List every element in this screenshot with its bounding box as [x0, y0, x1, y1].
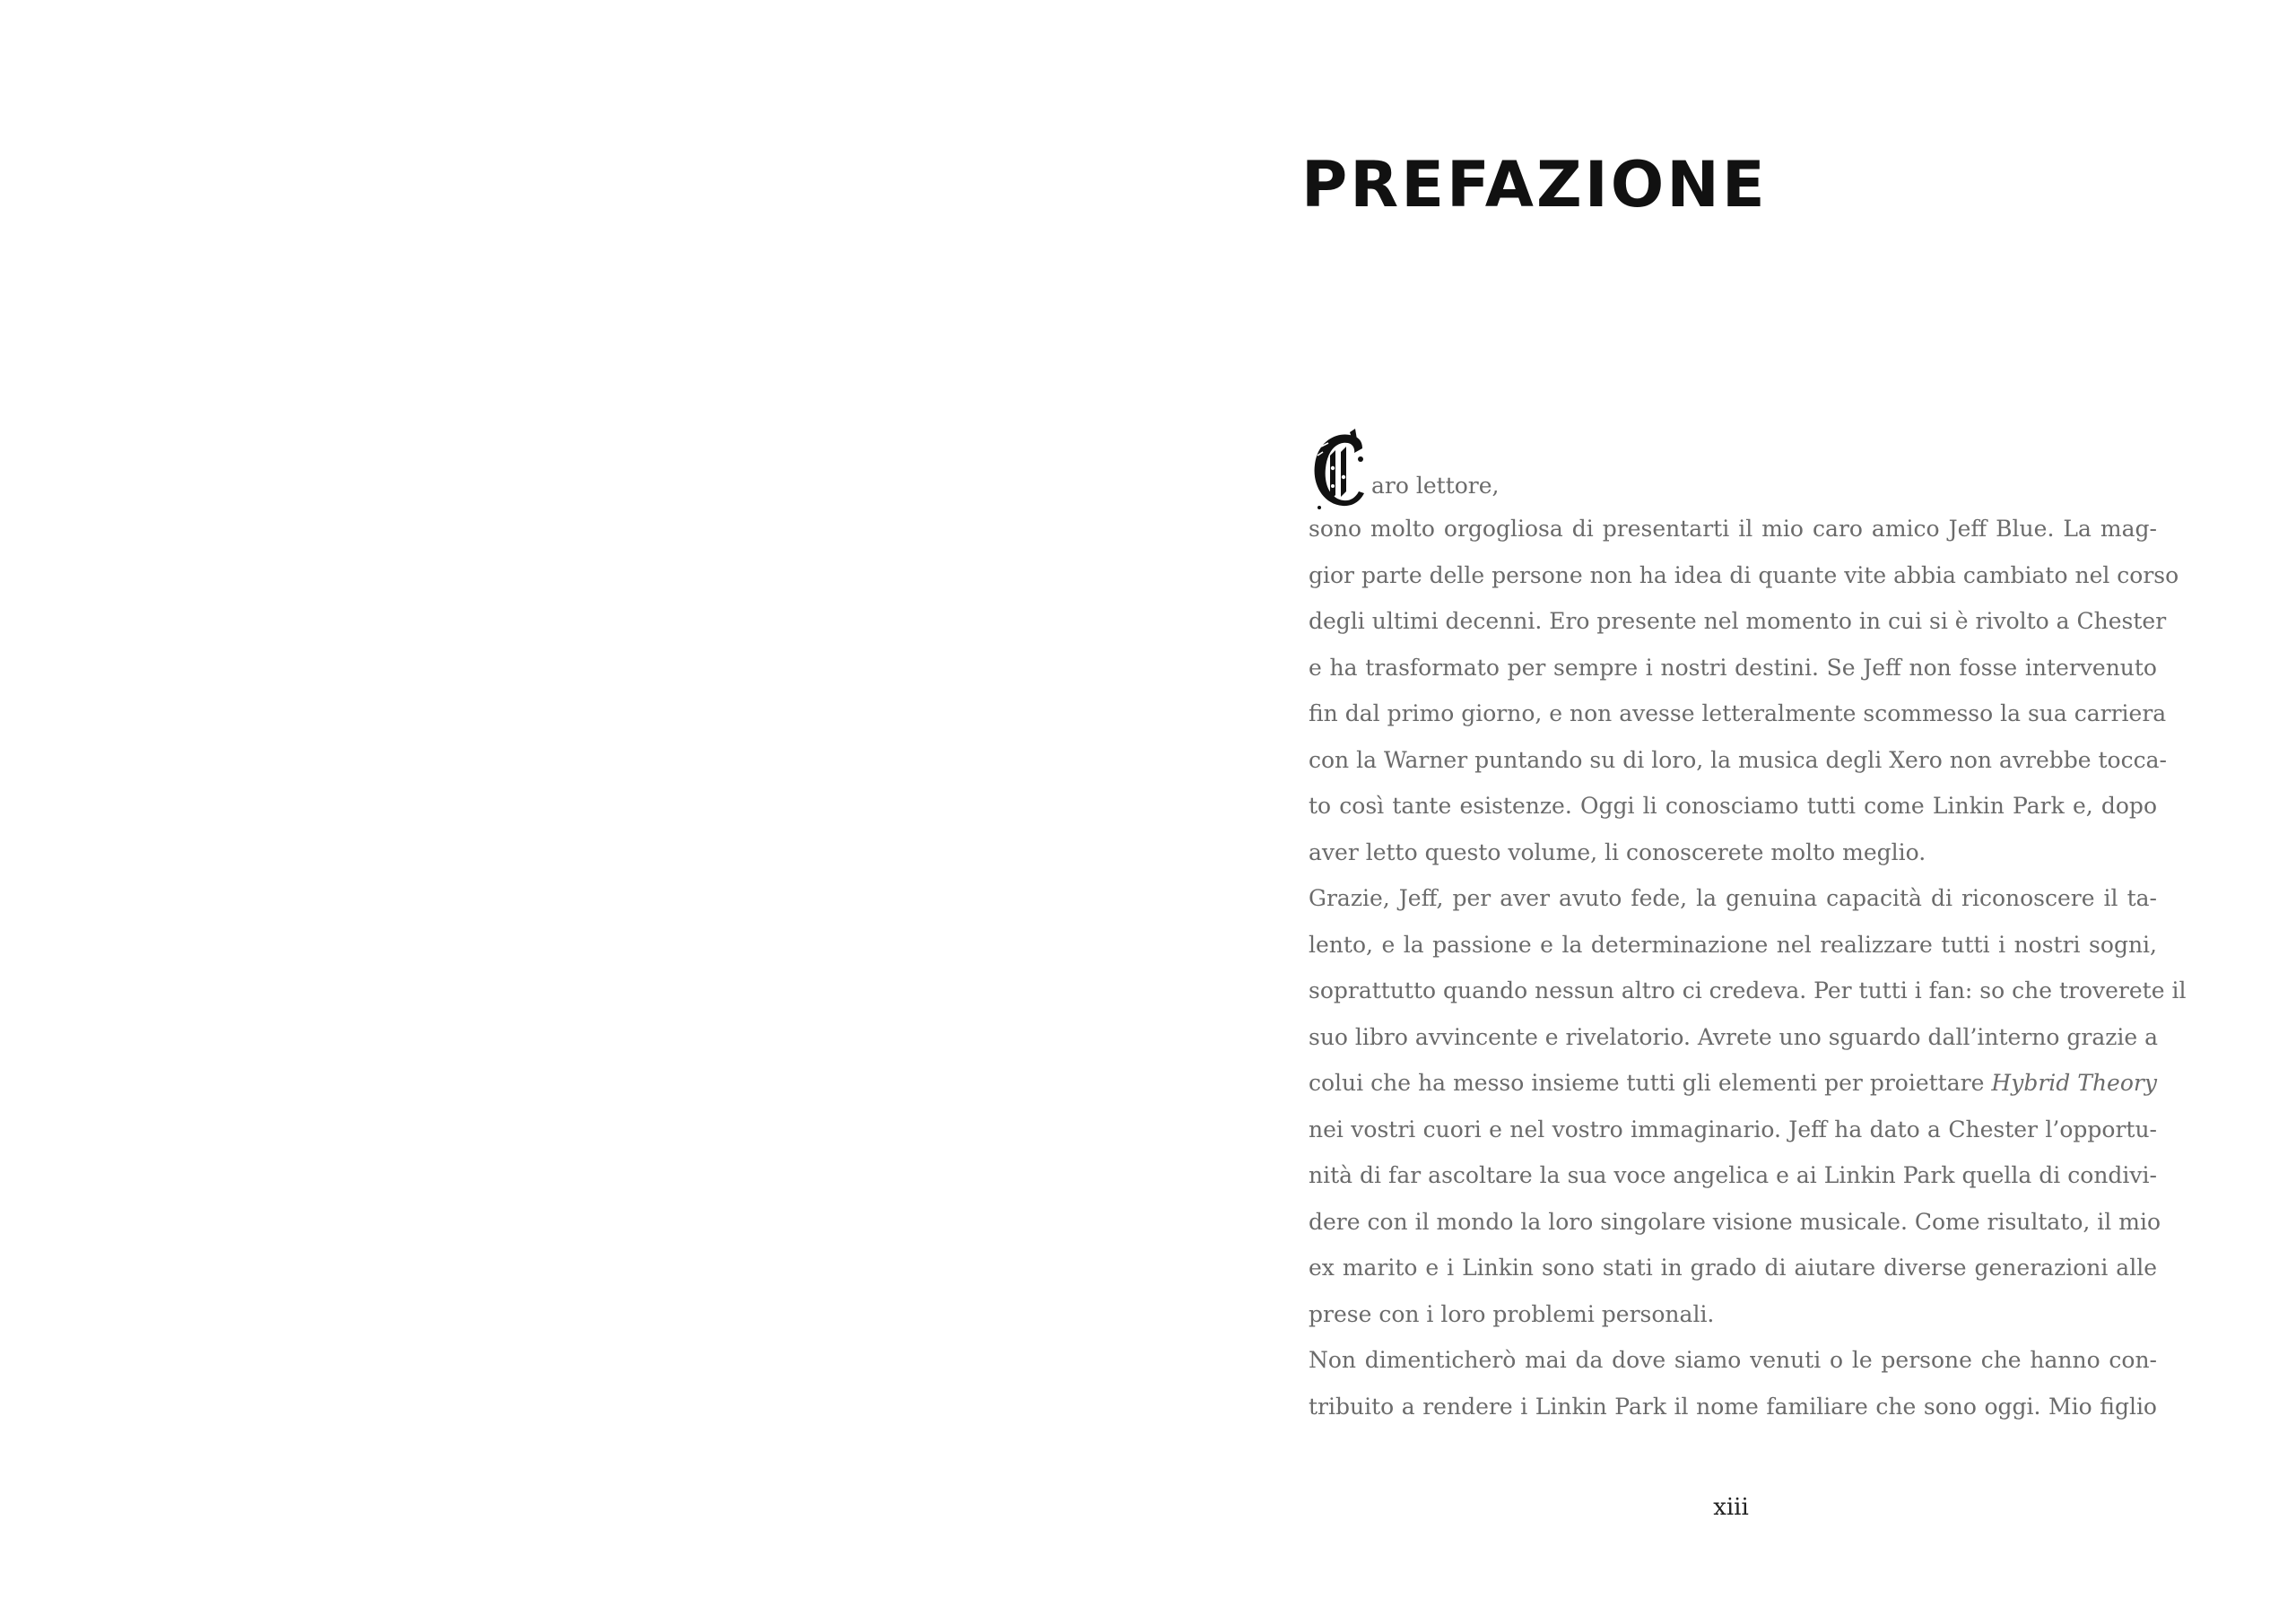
text-line-with-title [1309, 1060, 2157, 1107]
text-line: prese con i loro problemi personali. [1309, 1300, 1715, 1327]
text-line: lento, e la passione e la determinazione nel realizzare tutti i nostri sogni, [1309, 931, 2157, 958]
text-line: ex marito e i Linkin sono stati in grado di aiutare diverse generazioni alle [1309, 1255, 2157, 1281]
blackletter-dropcap-icon [1309, 429, 1370, 518]
text-line: con la Warner puntando su di loro, la musica degli Xero non avrebbe tocca- [1309, 746, 2167, 773]
text-line: e ha trasformato per sempre i nostri destini. Se Jeff non fosse intervenuto [1309, 654, 2157, 681]
text-line: to così tante esistenze. Oggi li conosciamo tutti come Linkin Park e, dopo [1309, 793, 2157, 819]
salutation [1309, 425, 2157, 506]
text-line: gior parte delle persone non ha idea di quante vite abbia cambiato nel corso [1309, 561, 2179, 588]
text-line: degli ultimi decenni. Ero presente nel momento in cui si è rivolto a Chester [1309, 608, 2167, 634]
text-line: Non dimenticherò mai da dove siamo venuti o le persone che hanno con- [1309, 1347, 2157, 1373]
text-line-prefix: colui che ha messo insieme tutti gli elementi per proiettare [1309, 1070, 1992, 1096]
text-line: fin dal primo giorno, e non avesse letteralmente scommesso la sua carriera [1309, 700, 2167, 726]
book-title-italic: Hybrid Theory [1991, 1070, 2157, 1096]
letter-body [1309, 425, 2187, 1429]
text-line: tribuito a rendere i Linkin Park il nome familiare che sono oggi. Mio figlio [1309, 1393, 2157, 1420]
text-line: soprattutto quando nessun altro ci credeva. Per tutti i fan: so che troverete il [1309, 977, 2187, 1003]
text-line: nità di far ascoltare la sua voce angelica e ai Linkin Park quella di condivi- [1309, 1162, 2157, 1188]
text-line: dere con il mondo la loro singolare visione musicale. Come risultato, il mio [1309, 1208, 2161, 1235]
text-line: nei vostri cuori e nel vostro immaginario. Jeff ha dato a Chester l’opportu- [1309, 1116, 2157, 1142]
text-line: Grazie, Jeff, per aver avuto fede, la genuina capacità di riconoscere il ta- [1309, 885, 2157, 911]
page-number: xiii [1713, 1494, 1749, 1521]
text-line: aver letto questo volume, li conoscerete molto meglio. [1309, 838, 1926, 865]
salutation-text: aro lettore, [1371, 473, 1500, 499]
text-line: sono molto orgogliosa di presentarti il mio caro amico Jeff Blue. La mag- [1309, 516, 2157, 542]
chapter-title: PREFAZIONE [1301, 148, 1768, 222]
text-line: suo libro avvincente e rivelatorio. Avrete uno sguardo dall’interno grazie a [1309, 1023, 2159, 1050]
